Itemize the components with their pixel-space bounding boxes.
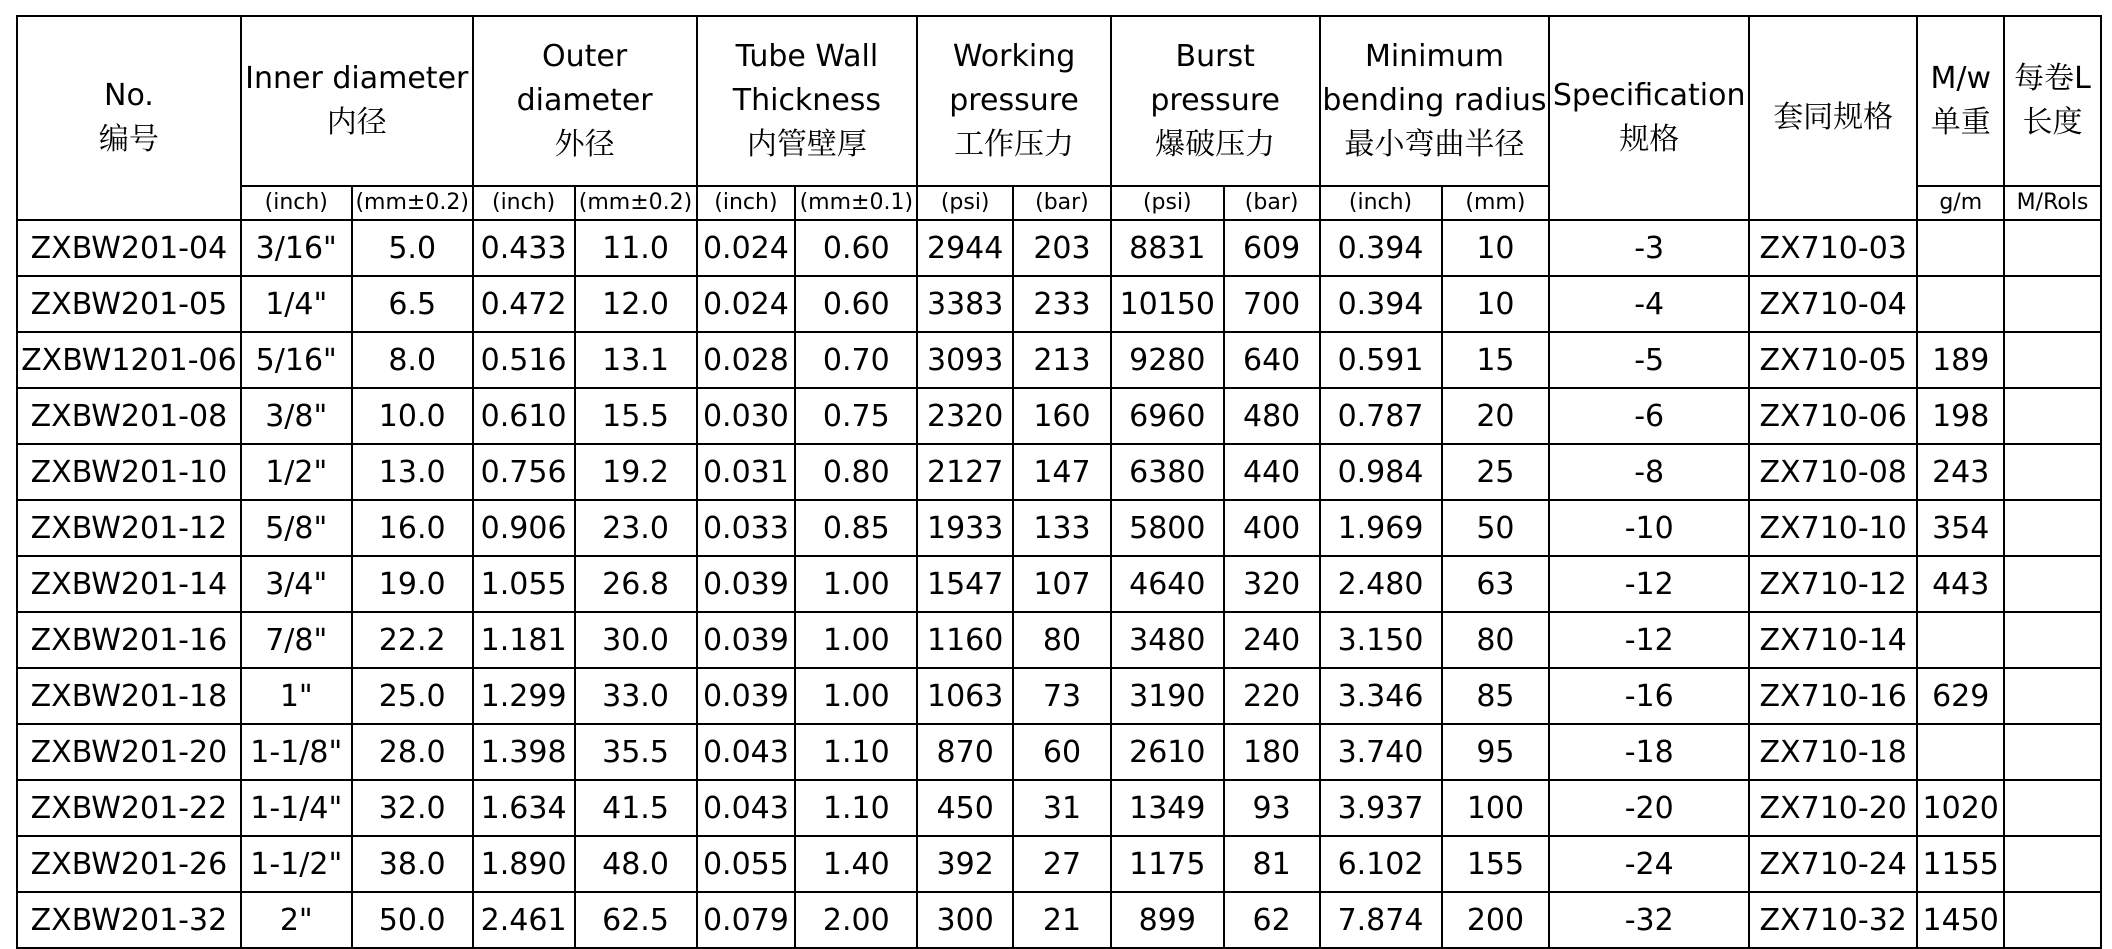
cell-part-number: ZXBW201-16 (17, 612, 241, 668)
cell-wall-thickness-mm: 2.00 (795, 892, 917, 948)
cell-burst-pressure-psi: 2610 (1111, 724, 1224, 780)
cell-inner-diameter-mm: 28.0 (352, 724, 473, 780)
unit-od-inch: (inch) (473, 186, 575, 220)
cell-inner-diameter-inch: 5/8" (241, 500, 352, 556)
cell-outer-diameter-inch: 1.634 (473, 780, 575, 836)
cell-inner-diameter-mm: 13.0 (352, 444, 473, 500)
cell-burst-pressure-psi: 10150 (1111, 276, 1224, 332)
unit-od-mm: (mm±0.2) (575, 186, 697, 220)
cell-outer-diameter-inch: 1.890 (473, 836, 575, 892)
cell-sleeve-spec: ZX710-10 (1749, 500, 1917, 556)
unit-bp-bar: (bar) (1224, 186, 1320, 220)
cell-part-number: ZXBW1201-06 (17, 332, 241, 388)
cell-wall-thickness-inch: 0.055 (697, 836, 796, 892)
cell-part-number: ZXBW201-20 (17, 724, 241, 780)
cell-roll-length (2004, 444, 2101, 500)
cell-working-pressure-bar: 27 (1013, 836, 1111, 892)
cell-wall-thickness-inch: 0.079 (697, 892, 796, 948)
cell-outer-diameter-mm: 26.8 (575, 556, 697, 612)
cell-weight: 189 (1917, 332, 2004, 388)
cell-burst-pressure-psi: 1175 (1111, 836, 1224, 892)
cell-specification: -20 (1549, 780, 1749, 836)
cell-part-number: ZXBW201-26 (17, 836, 241, 892)
cell-roll-length (2004, 220, 2101, 276)
cell-inner-diameter-inch: 1-1/4" (241, 780, 352, 836)
cell-inner-diameter-inch: 3/16" (241, 220, 352, 276)
cell-burst-pressure-bar: 609 (1224, 220, 1320, 276)
cell-specification: -10 (1549, 500, 1749, 556)
cell-weight (1917, 724, 2004, 780)
cell-sleeve-spec: ZX710-24 (1749, 836, 1917, 892)
cell-burst-pressure-psi: 9280 (1111, 332, 1224, 388)
cell-burst-pressure-bar: 440 (1224, 444, 1320, 500)
cell-wall-thickness-inch: 0.030 (697, 388, 796, 444)
header-tube-wall-thickness: Tube Wall Thickness 内管壁厚 (697, 16, 918, 186)
cell-roll-length (2004, 892, 2101, 948)
cell-inner-diameter-inch: 3/8" (241, 388, 352, 444)
cell-bend-radius-inch: 2.480 (1320, 556, 1442, 612)
cell-bend-radius-inch: 3.740 (1320, 724, 1442, 780)
cell-burst-pressure-bar: 81 (1224, 836, 1320, 892)
cell-sleeve-spec: ZX710-05 (1749, 332, 1917, 388)
cell-inner-diameter-mm: 32.0 (352, 780, 473, 836)
header-inner-diameter: Inner diameter 内径 (241, 16, 473, 186)
cell-wall-thickness-inch: 0.039 (697, 612, 796, 668)
cell-working-pressure-bar: 21 (1013, 892, 1111, 948)
cell-working-pressure-psi: 3383 (917, 276, 1013, 332)
cell-working-pressure-psi: 2127 (917, 444, 1013, 500)
cell-burst-pressure-bar: 220 (1224, 668, 1320, 724)
cell-burst-pressure-psi: 5800 (1111, 500, 1224, 556)
cell-specification: -8 (1549, 444, 1749, 500)
cell-wall-thickness-mm: 1.00 (795, 668, 917, 724)
cell-burst-pressure-bar: 93 (1224, 780, 1320, 836)
cell-working-pressure-bar: 203 (1013, 220, 1111, 276)
cell-inner-diameter-mm: 22.2 (352, 612, 473, 668)
cell-outer-diameter-inch: 0.906 (473, 500, 575, 556)
header-roll-length: 每卷L 长度 (2004, 16, 2101, 186)
cell-inner-diameter-mm: 50.0 (352, 892, 473, 948)
cell-working-pressure-bar: 73 (1013, 668, 1111, 724)
cell-bend-radius-inch: 0.394 (1320, 220, 1442, 276)
cell-wall-thickness-mm: 1.00 (795, 612, 917, 668)
cell-outer-diameter-mm: 62.5 (575, 892, 697, 948)
cell-wall-thickness-mm: 0.85 (795, 500, 917, 556)
cell-inner-diameter-mm: 25.0 (352, 668, 473, 724)
cell-burst-pressure-psi: 3480 (1111, 612, 1224, 668)
cell-bend-radius-inch: 1.969 (1320, 500, 1442, 556)
header-weight: M/w 单重 (1917, 16, 2004, 186)
cell-outer-diameter-inch: 0.472 (473, 276, 575, 332)
cell-weight: 354 (1917, 500, 2004, 556)
cell-burst-pressure-bar: 320 (1224, 556, 1320, 612)
cell-wall-thickness-inch: 0.039 (697, 556, 796, 612)
cell-wall-thickness-mm: 0.60 (795, 220, 917, 276)
cell-wall-thickness-mm: 1.40 (795, 836, 917, 892)
cell-bend-radius-mm: 10 (1442, 220, 1550, 276)
cell-sleeve-spec: ZX710-16 (1749, 668, 1917, 724)
cell-wall-thickness-mm: 1.10 (795, 724, 917, 780)
cell-outer-diameter-mm: 11.0 (575, 220, 697, 276)
cell-sleeve-spec: ZX710-04 (1749, 276, 1917, 332)
cell-bend-radius-inch: 0.787 (1320, 388, 1442, 444)
cell-burst-pressure-psi: 899 (1111, 892, 1224, 948)
cell-outer-diameter-inch: 1.299 (473, 668, 575, 724)
cell-weight: 1450 (1917, 892, 2004, 948)
cell-inner-diameter-mm: 19.0 (352, 556, 473, 612)
cell-weight: 443 (1917, 556, 2004, 612)
cell-working-pressure-psi: 450 (917, 780, 1013, 836)
cell-inner-diameter-inch: 5/16" (241, 332, 352, 388)
cell-working-pressure-psi: 1547 (917, 556, 1013, 612)
cell-working-pressure-bar: 233 (1013, 276, 1111, 332)
cell-specification: -18 (1549, 724, 1749, 780)
cell-roll-length (2004, 780, 2101, 836)
cell-roll-length (2004, 836, 2101, 892)
cell-outer-diameter-mm: 41.5 (575, 780, 697, 836)
cell-working-pressure-psi: 300 (917, 892, 1013, 948)
cell-inner-diameter-mm: 10.0 (352, 388, 473, 444)
cell-outer-diameter-mm: 12.0 (575, 276, 697, 332)
cell-sleeve-spec: ZX710-12 (1749, 556, 1917, 612)
cell-roll-length (2004, 332, 2101, 388)
cell-bend-radius-inch: 7.874 (1320, 892, 1442, 948)
cell-working-pressure-bar: 133 (1013, 500, 1111, 556)
unit-br-mm: (mm) (1442, 186, 1550, 220)
cell-inner-diameter-inch: 1-1/2" (241, 836, 352, 892)
unit-wp-bar: (bar) (1013, 186, 1111, 220)
cell-working-pressure-bar: 147 (1013, 444, 1111, 500)
table-row (17, 612, 2101, 668)
cell-burst-pressure-psi: 8831 (1111, 220, 1224, 276)
cell-bend-radius-mm: 10 (1442, 276, 1550, 332)
cell-burst-pressure-bar: 400 (1224, 500, 1320, 556)
header-min-bending-radius: Minimum bending radius 最小弯曲半径 (1320, 16, 1550, 186)
cell-working-pressure-psi: 3093 (917, 332, 1013, 388)
cell-outer-diameter-mm: 19.2 (575, 444, 697, 500)
cell-wall-thickness-inch: 0.033 (697, 500, 796, 556)
cell-specification: -12 (1549, 612, 1749, 668)
cell-bend-radius-mm: 85 (1442, 668, 1550, 724)
cell-inner-diameter-mm: 16.0 (352, 500, 473, 556)
cell-specification: -3 (1549, 220, 1749, 276)
cell-part-number: ZXBW201-05 (17, 276, 241, 332)
unit-br-inch: (inch) (1320, 186, 1442, 220)
cell-weight: 629 (1917, 668, 2004, 724)
cell-outer-diameter-inch: 1.398 (473, 724, 575, 780)
cell-outer-diameter-inch: 1.181 (473, 612, 575, 668)
cell-inner-diameter-inch: 3/4" (241, 556, 352, 612)
cell-wall-thickness-inch: 0.039 (697, 668, 796, 724)
cell-weight: 1020 (1917, 780, 2004, 836)
cell-working-pressure-psi: 2944 (917, 220, 1013, 276)
cell-inner-diameter-inch: 1" (241, 668, 352, 724)
header-working-pressure: Working pressure 工作压力 (917, 16, 1111, 186)
cell-outer-diameter-mm: 33.0 (575, 668, 697, 724)
cell-working-pressure-bar: 107 (1013, 556, 1111, 612)
cell-bend-radius-mm: 100 (1442, 780, 1550, 836)
cell-roll-length (2004, 612, 2101, 668)
cell-outer-diameter-mm: 23.0 (575, 500, 697, 556)
table-row (17, 220, 2101, 276)
cell-part-number: ZXBW201-14 (17, 556, 241, 612)
cell-roll-length (2004, 724, 2101, 780)
cell-outer-diameter-mm: 35.5 (575, 724, 697, 780)
cell-outer-diameter-inch: 0.516 (473, 332, 575, 388)
cell-burst-pressure-bar: 640 (1224, 332, 1320, 388)
cell-part-number: ZXBW201-04 (17, 220, 241, 276)
cell-specification: -12 (1549, 556, 1749, 612)
table-body (17, 220, 2101, 948)
cell-roll-length (2004, 668, 2101, 724)
cell-working-pressure-bar: 80 (1013, 612, 1111, 668)
cell-burst-pressure-psi: 1349 (1111, 780, 1224, 836)
table-row (17, 500, 2101, 556)
cell-specification: -6 (1549, 388, 1749, 444)
cell-working-pressure-psi: 1933 (917, 500, 1013, 556)
cell-burst-pressure-bar: 700 (1224, 276, 1320, 332)
header-burst-pressure: Burst pressure 爆破压力 (1111, 16, 1320, 186)
cell-sleeve-spec: ZX710-20 (1749, 780, 1917, 836)
table-row (17, 444, 2101, 500)
cell-inner-diameter-inch: 2" (241, 892, 352, 948)
cell-part-number: ZXBW201-10 (17, 444, 241, 500)
cell-specification: -5 (1549, 332, 1749, 388)
header-no: No. 编号 (17, 16, 241, 220)
cell-burst-pressure-bar: 180 (1224, 724, 1320, 780)
header-row (17, 16, 2101, 186)
cell-bend-radius-mm: 200 (1442, 892, 1550, 948)
cell-wall-thickness-inch: 0.043 (697, 724, 796, 780)
unit-weight: g/m (1917, 186, 2004, 220)
cell-part-number: ZXBW201-22 (17, 780, 241, 836)
unit-wp-psi: (psi) (917, 186, 1013, 220)
cell-bend-radius-inch: 3.937 (1320, 780, 1442, 836)
cell-wall-thickness-inch: 0.024 (697, 276, 796, 332)
table-row (17, 332, 2101, 388)
cell-burst-pressure-psi: 6960 (1111, 388, 1224, 444)
cell-bend-radius-inch: 3.150 (1320, 612, 1442, 668)
table-row (17, 836, 2101, 892)
table-row (17, 724, 2101, 780)
cell-bend-radius-mm: 95 (1442, 724, 1550, 780)
cell-weight: 243 (1917, 444, 2004, 500)
cell-outer-diameter-inch: 0.756 (473, 444, 575, 500)
cell-working-pressure-psi: 392 (917, 836, 1013, 892)
cell-sleeve-spec: ZX710-32 (1749, 892, 1917, 948)
unit-id-mm: (mm±0.2) (352, 186, 473, 220)
cell-wall-thickness-inch: 0.028 (697, 332, 796, 388)
cell-burst-pressure-psi: 6380 (1111, 444, 1224, 500)
cell-working-pressure-bar: 31 (1013, 780, 1111, 836)
header-specification: Specification 规格 (1549, 16, 1749, 220)
cell-roll-length (2004, 556, 2101, 612)
cell-outer-diameter-inch: 1.055 (473, 556, 575, 612)
cell-burst-pressure-bar: 480 (1224, 388, 1320, 444)
cell-burst-pressure-bar: 240 (1224, 612, 1320, 668)
table-row (17, 276, 2101, 332)
cell-bend-radius-mm: 50 (1442, 500, 1550, 556)
table-row (17, 556, 2101, 612)
cell-bend-radius-inch: 0.394 (1320, 276, 1442, 332)
cell-wall-thickness-inch: 0.024 (697, 220, 796, 276)
cell-roll-length (2004, 388, 2101, 444)
cell-inner-diameter-inch: 1-1/8" (241, 724, 352, 780)
cell-bend-radius-mm: 155 (1442, 836, 1550, 892)
cell-working-pressure-bar: 160 (1013, 388, 1111, 444)
cell-wall-thickness-inch: 0.031 (697, 444, 796, 500)
cell-inner-diameter-mm: 8.0 (352, 332, 473, 388)
cell-bend-radius-inch: 6.102 (1320, 836, 1442, 892)
table-row (17, 668, 2101, 724)
cell-specification: -24 (1549, 836, 1749, 892)
cell-outer-diameter-inch: 0.610 (473, 388, 575, 444)
cell-burst-pressure-psi: 4640 (1111, 556, 1224, 612)
cell-bend-radius-inch: 0.984 (1320, 444, 1442, 500)
cell-weight: 1155 (1917, 836, 2004, 892)
cell-inner-diameter-mm: 6.5 (352, 276, 473, 332)
table-row (17, 780, 2101, 836)
cell-inner-diameter-mm: 38.0 (352, 836, 473, 892)
unit-id-inch: (inch) (241, 186, 352, 220)
cell-specification: -4 (1549, 276, 1749, 332)
cell-outer-diameter-mm: 30.0 (575, 612, 697, 668)
cell-bend-radius-mm: 15 (1442, 332, 1550, 388)
unit-roll: M/Rols (2004, 186, 2101, 220)
unit-wall-inch: (inch) (697, 186, 796, 220)
table-row (17, 892, 2101, 948)
header-outer-diameter: Outer diameter 外径 (473, 16, 697, 186)
cell-outer-diameter-mm: 48.0 (575, 836, 697, 892)
cell-specification: -16 (1549, 668, 1749, 724)
header-sleeve-spec: 套同规格 (1749, 16, 1917, 220)
cell-outer-diameter-mm: 15.5 (575, 388, 697, 444)
cell-bend-radius-inch: 3.346 (1320, 668, 1442, 724)
cell-part-number: ZXBW201-32 (17, 892, 241, 948)
cell-weight (1917, 612, 2004, 668)
cell-inner-diameter-inch: 1/4" (241, 276, 352, 332)
cell-weight: 198 (1917, 388, 2004, 444)
cell-roll-length (2004, 500, 2101, 556)
cell-inner-diameter-inch: 7/8" (241, 612, 352, 668)
cell-weight (1917, 220, 2004, 276)
cell-outer-diameter-inch: 0.433 (473, 220, 575, 276)
cell-wall-thickness-inch: 0.043 (697, 780, 796, 836)
cell-part-number: ZXBW201-08 (17, 388, 241, 444)
cell-wall-thickness-mm: 0.80 (795, 444, 917, 500)
cell-wall-thickness-mm: 0.60 (795, 276, 917, 332)
cell-burst-pressure-psi: 3190 (1111, 668, 1224, 724)
cell-bend-radius-mm: 63 (1442, 556, 1550, 612)
cell-working-pressure-bar: 60 (1013, 724, 1111, 780)
cell-wall-thickness-mm: 1.00 (795, 556, 917, 612)
hose-spec-table (16, 15, 2102, 949)
cell-bend-radius-inch: 0.591 (1320, 332, 1442, 388)
cell-wall-thickness-mm: 0.75 (795, 388, 917, 444)
unit-wall-mm: (mm±0.1) (795, 186, 917, 220)
cell-working-pressure-psi: 2320 (917, 388, 1013, 444)
cell-working-pressure-psi: 1160 (917, 612, 1013, 668)
cell-specification: -32 (1549, 892, 1749, 948)
cell-working-pressure-bar: 213 (1013, 332, 1111, 388)
cell-working-pressure-psi: 870 (917, 724, 1013, 780)
cell-weight (1917, 276, 2004, 332)
cell-sleeve-spec: ZX710-08 (1749, 444, 1917, 500)
cell-part-number: ZXBW201-12 (17, 500, 241, 556)
cell-sleeve-spec: ZX710-14 (1749, 612, 1917, 668)
cell-sleeve-spec: ZX710-03 (1749, 220, 1917, 276)
cell-part-number: ZXBW201-18 (17, 668, 241, 724)
table-row (17, 388, 2101, 444)
cell-roll-length (2004, 276, 2101, 332)
cell-sleeve-spec: ZX710-18 (1749, 724, 1917, 780)
cell-bend-radius-mm: 25 (1442, 444, 1550, 500)
cell-bend-radius-mm: 80 (1442, 612, 1550, 668)
cell-bend-radius-mm: 20 (1442, 388, 1550, 444)
cell-inner-diameter-mm: 5.0 (352, 220, 473, 276)
cell-wall-thickness-mm: 1.10 (795, 780, 917, 836)
cell-sleeve-spec: ZX710-06 (1749, 388, 1917, 444)
cell-wall-thickness-mm: 0.70 (795, 332, 917, 388)
cell-outer-diameter-mm: 13.1 (575, 332, 697, 388)
unit-bp-psi: (psi) (1111, 186, 1224, 220)
cell-working-pressure-psi: 1063 (917, 668, 1013, 724)
cell-inner-diameter-inch: 1/2" (241, 444, 352, 500)
cell-outer-diameter-inch: 2.461 (473, 892, 575, 948)
cell-burst-pressure-bar: 62 (1224, 892, 1320, 948)
